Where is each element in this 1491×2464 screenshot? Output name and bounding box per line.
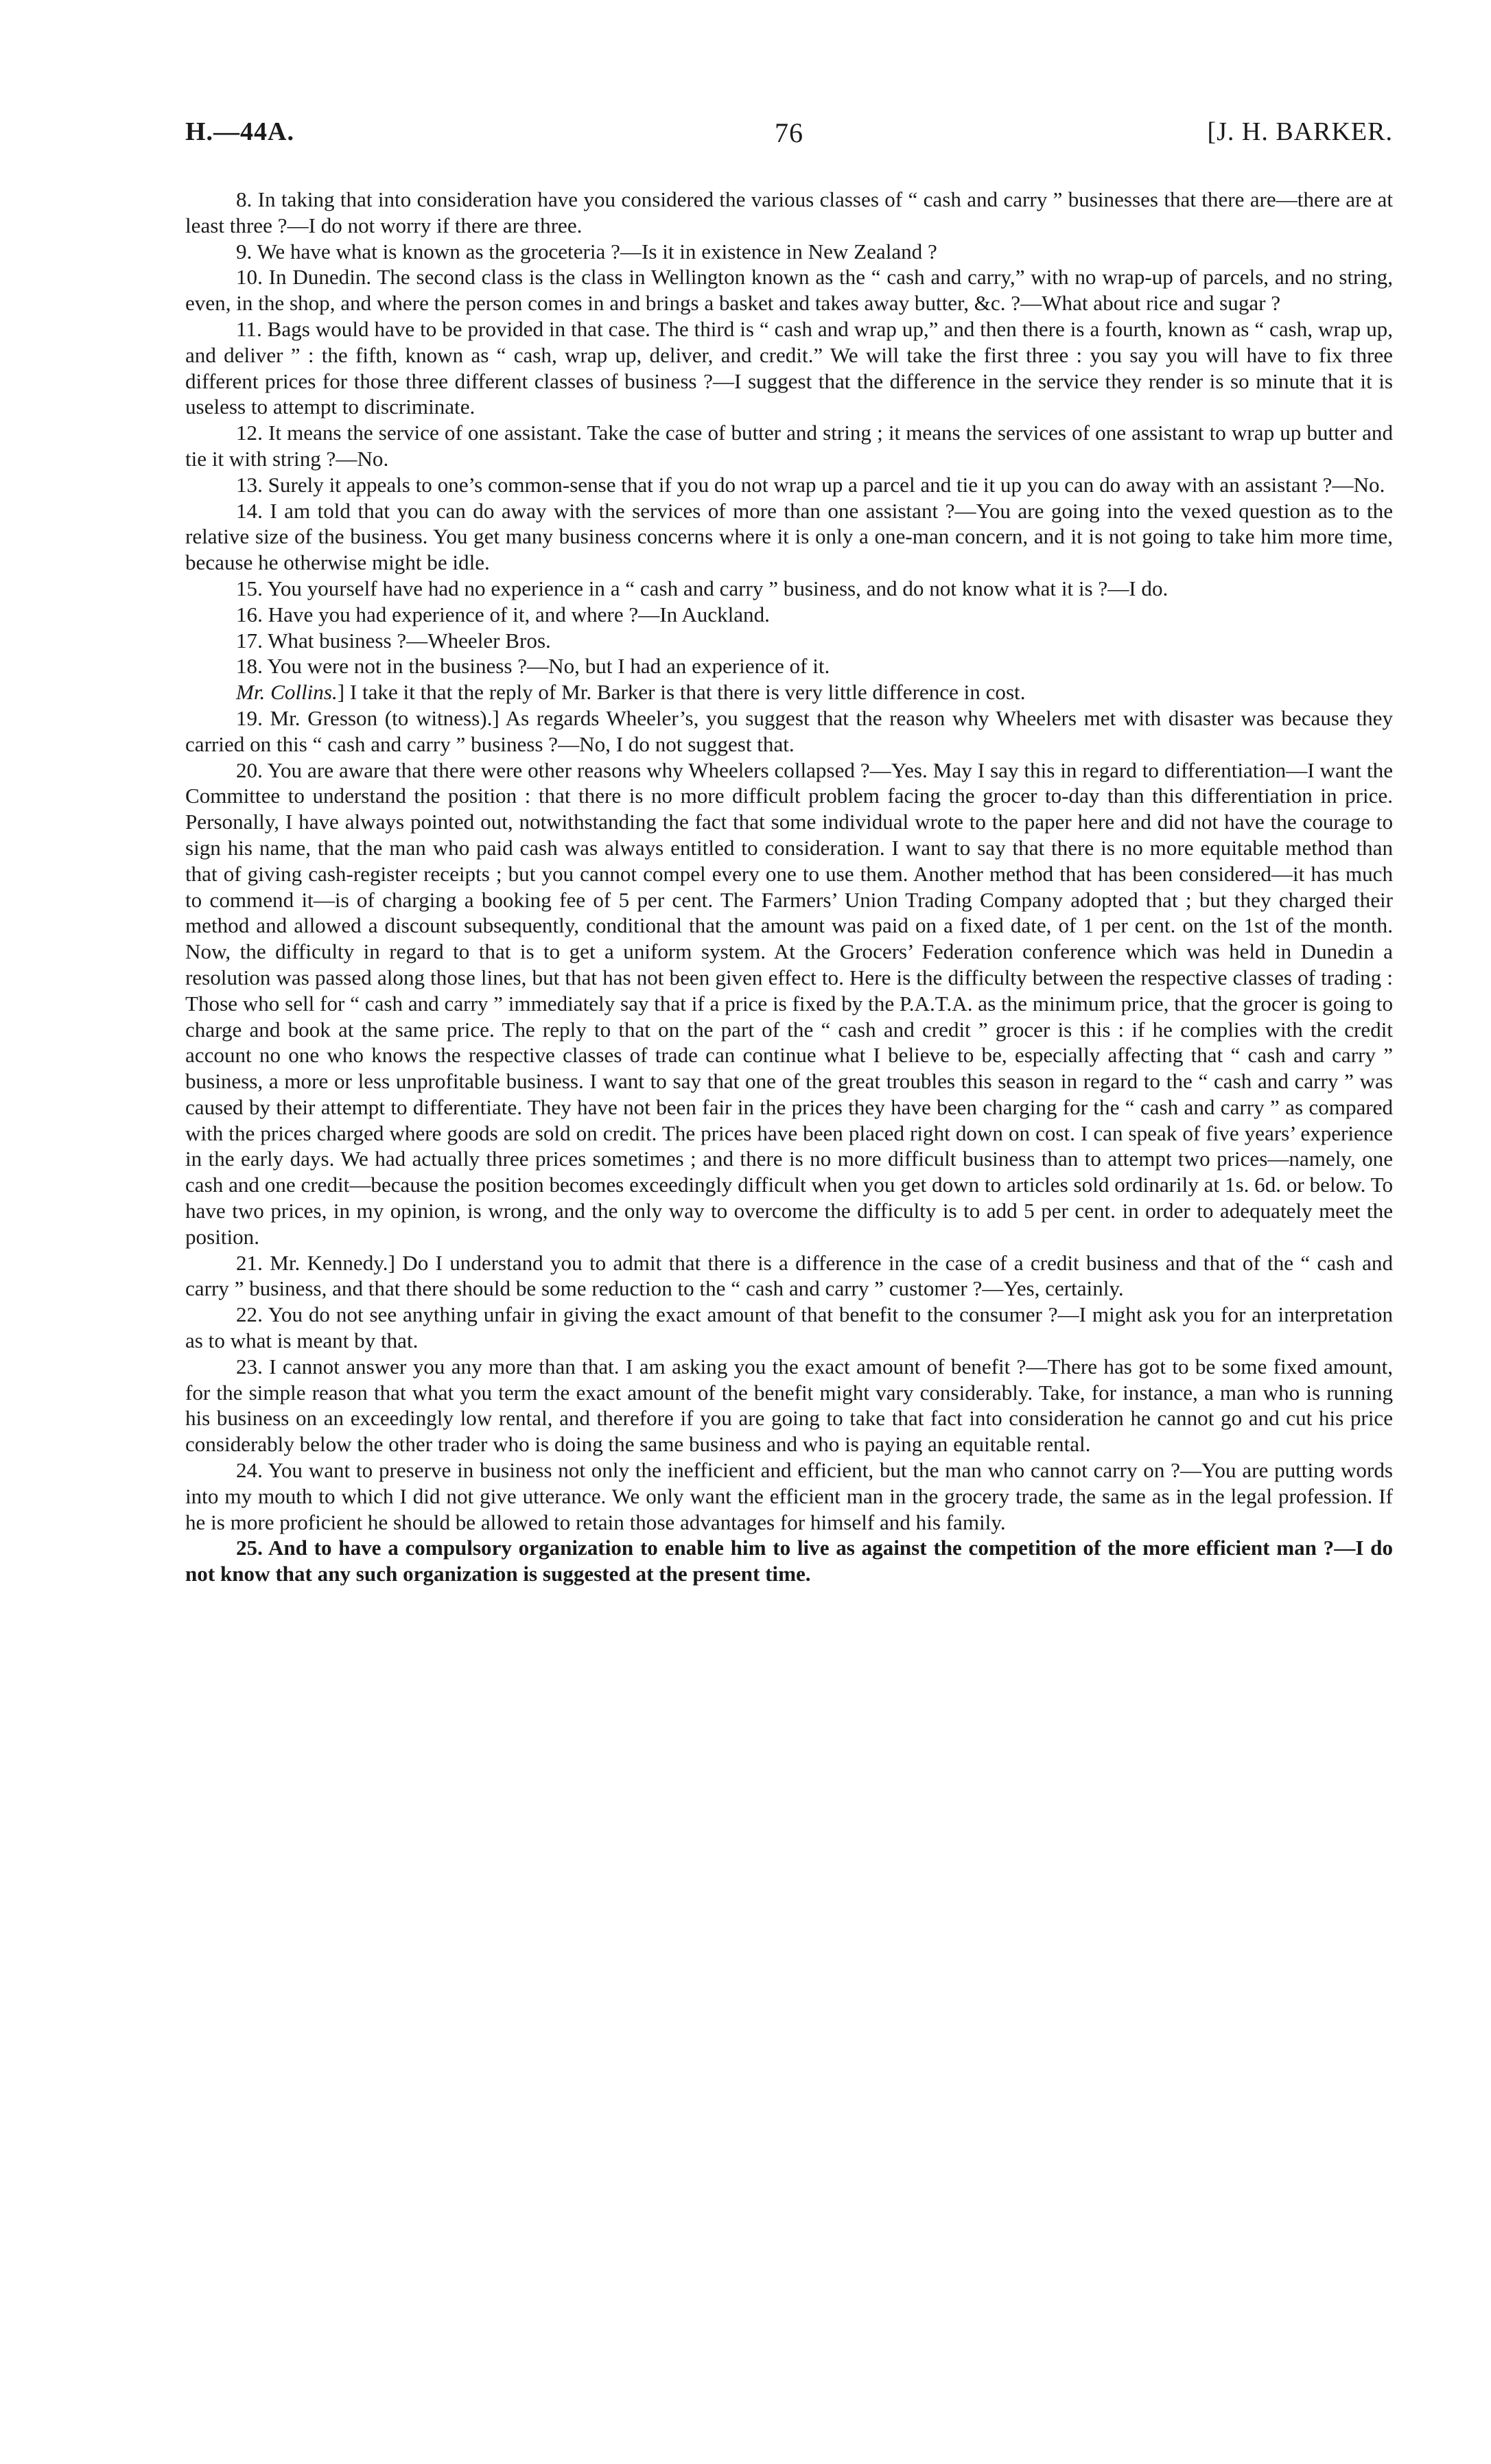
paragraph-14: 14. I am told that you can do away with the services of more than one assistant ?—You are going into the vexed question as to the relative size of the business. You get many business concerns where it is only a one-man concern, and it is not going to take him more time, because he otherwise might be idle. (185, 498, 1393, 575)
paragraph-collins (185, 679, 1393, 705)
witness-name: [J. H. BARKER. (1207, 117, 1393, 146)
paragraph-16: 16. Have you had experience of it, and where ?—In Auckland. (236, 602, 770, 626)
paragraph-24: 24. You want to preserve in business not only the inefficient and efficient, but the man who cannot carry on ?—You are putting words into my mouth to which I did not give utterance. We only want the efficient man in the grocery trade, the same as in the legal profession. If he is more proficient he should be allowed to retain those advantages for himself and his family. (185, 1458, 1393, 1534)
page-number: 76 (775, 117, 803, 148)
speaker-collins: Mr. Collins. (236, 680, 338, 705)
document-reference: H.—44A. (185, 117, 294, 146)
paragraph-18: 18. You were not in the business ?—No, but I had an experience of it. (236, 654, 830, 679)
paragraph-11: 11. Bags would have to be provided in that case. The third is “ cash and wrap up,” and then there is a fourth, known as “ cash, wrap up, and deliver ” : the fifth, known as “ cash, wrap up, deliver, and credit.” We will take the first three : you say you will have to fix three different prices for those three different classes of business ?—I suggest that the difference in the service they render is so minute that it is useless to attempt to discriminate. (185, 316, 1393, 419)
paragraph-13: 13. Surely it appeals to one’s common-sense that if you do not wrap up a parcel and tie it up you can do away with an assistant ?—No. (236, 472, 1385, 497)
paragraph-9: 9. We have what is known as the groceteria ?—Is it in existence in New Zealand ? (236, 239, 937, 263)
page-header (185, 117, 1393, 165)
paragraph-12: 12. It means the service of one assistant. Take the case of butter and string ; it means the services of one assistant to wrap up butter and tie it with string ?—No. (185, 421, 1393, 471)
paragraph-15: 15. You yourself have had no experience in a “ cash and carry ” business, and do not know what it is ?—I do. (236, 576, 1169, 600)
paragraph-21: 21. Mr. Kennedy.] Do I understand you to admit that there is a difference in the case of a credit business and that of the “ cash and carry ” business, and that there should be some reduction to the “ cash and carry ” customer ?—Yes, certainly. (185, 1250, 1393, 1301)
collins-remark: ] I take it that the reply of Mr. Barker is that there is very little difference in cost. (337, 680, 1026, 705)
paragraph-17: 17. What business ?—Wheeler Bros. (236, 628, 551, 653)
paragraph-22: 22. You do not see anything unfair in giving the exact amount of that benefit to the consumer ?—I might ask you for an interpretation as to what is meant by that. (185, 1302, 1393, 1353)
paragraph-25: 25. And to have a compulsory organization to enable him to live as against the competition of the more efficient man ?—I do not know that any such organization is suggested at the present time. (185, 1536, 1393, 1586)
transcript-body (185, 187, 1393, 1587)
paragraph-20: 20. You are aware that there were other reasons why Wheelers collapsed ?—Yes. May I say this in regard to differentiation—I want the Committee to understand the position : that there is no more difficult problem facing the grocer to-day than this differentiation in price. Personally, I have always pointed out, notwithstanding the fact that some individual wrote to the paper here and did not have the courage to sign his name, that the man who paid cash was always entitled to consideration. I want to say that there is no more equitable method than that of giving cash-register receipts ; but you cannot compel every one to use them. Another method that has been considered—it has much to commend it—is of charging a booking fee of 5 per cent. The Farmers’ Union Trading Company adopted that ; but they charged their method and allowed a discount subsequently, conditional that the amount was paid on a fixed date, of 1 per cent. on the 1st of the month. Now, the difficulty in regard to that is to get a uniform system. At the Grocers’ Federation conference which was held in Dunedin a resolution was passed along those lines, but that has not been given effect to. Here is the difficulty between the respective classes of trading : Those who sell for “ cash and carry ” immediately say that if a price is fixed by the P.A.T.A. as the minimum price, that the grocer is going to charge and book at the same price. The reply to that on the part of the “ cash and credit ” grocer is this : if he complies with the credit account no one who knows the respective classes of trade can continue what I believe to be, especially affecting that “ cash and carry ” business, a more or less unprofitable business. I want to say that one of the great troubles this season in regard to the “ cash and carry ” was caused by their attempt to differentiate. They have not been fair in the prices they have been charging for the “ cash and carry ” as compared with the prices charged where goods are sold on credit. The prices have been placed right down on cost. I can speak of five years’ experience in the early days. We had actually three prices sometimes ; and there is no more difficult business than to attempt two prices—namely, one cash and one credit—because the position becomes exceedingly difficult when you get down to articles sold ordinarily at 1s. 6d. or below. To have two prices, in my opinion, is wrong, and the only way to overcome the difficulty is to add 5 per cent. in order to adequately meet the position. (185, 758, 1393, 1249)
paragraph-23: 23. I cannot answer you any more than that. I am asking you the exact amount of benefit ?—There has got to be some fixed amount, for the simple reason that what you term the exact amount of the benefit might vary considerably. Take, for instance, a man who is running his business on an exceedingly low rental, and therefore if you are going to take that fact into consideration he cannot go and cut his price considerably below the other trader who is doing the same business and who is paying an equitable rental. (185, 1354, 1393, 1457)
paragraph-8: 8. In taking that into consideration have you considered the various classes of “ cash and carry ” businesses that there are—there are at least three ?—I do not worry if there are three. (185, 187, 1393, 237)
paragraph-19: 19. Mr. Gresson (to witness).] As regards Wheeler’s, you suggest that the reason why Wheelers met with disaster was because they carried on this “ cash and carry ” business ?—No, I do not suggest that. (185, 705, 1393, 756)
paragraph-10: 10. In Dunedin. The second class is the class in Wellington known as the “ cash and carry,” with no wrap-up of parcels, and no string, even, in the shop, and where the person comes in and brings a basket and takes away butter, &c. ?—What about rice and sugar ? (185, 265, 1393, 316)
